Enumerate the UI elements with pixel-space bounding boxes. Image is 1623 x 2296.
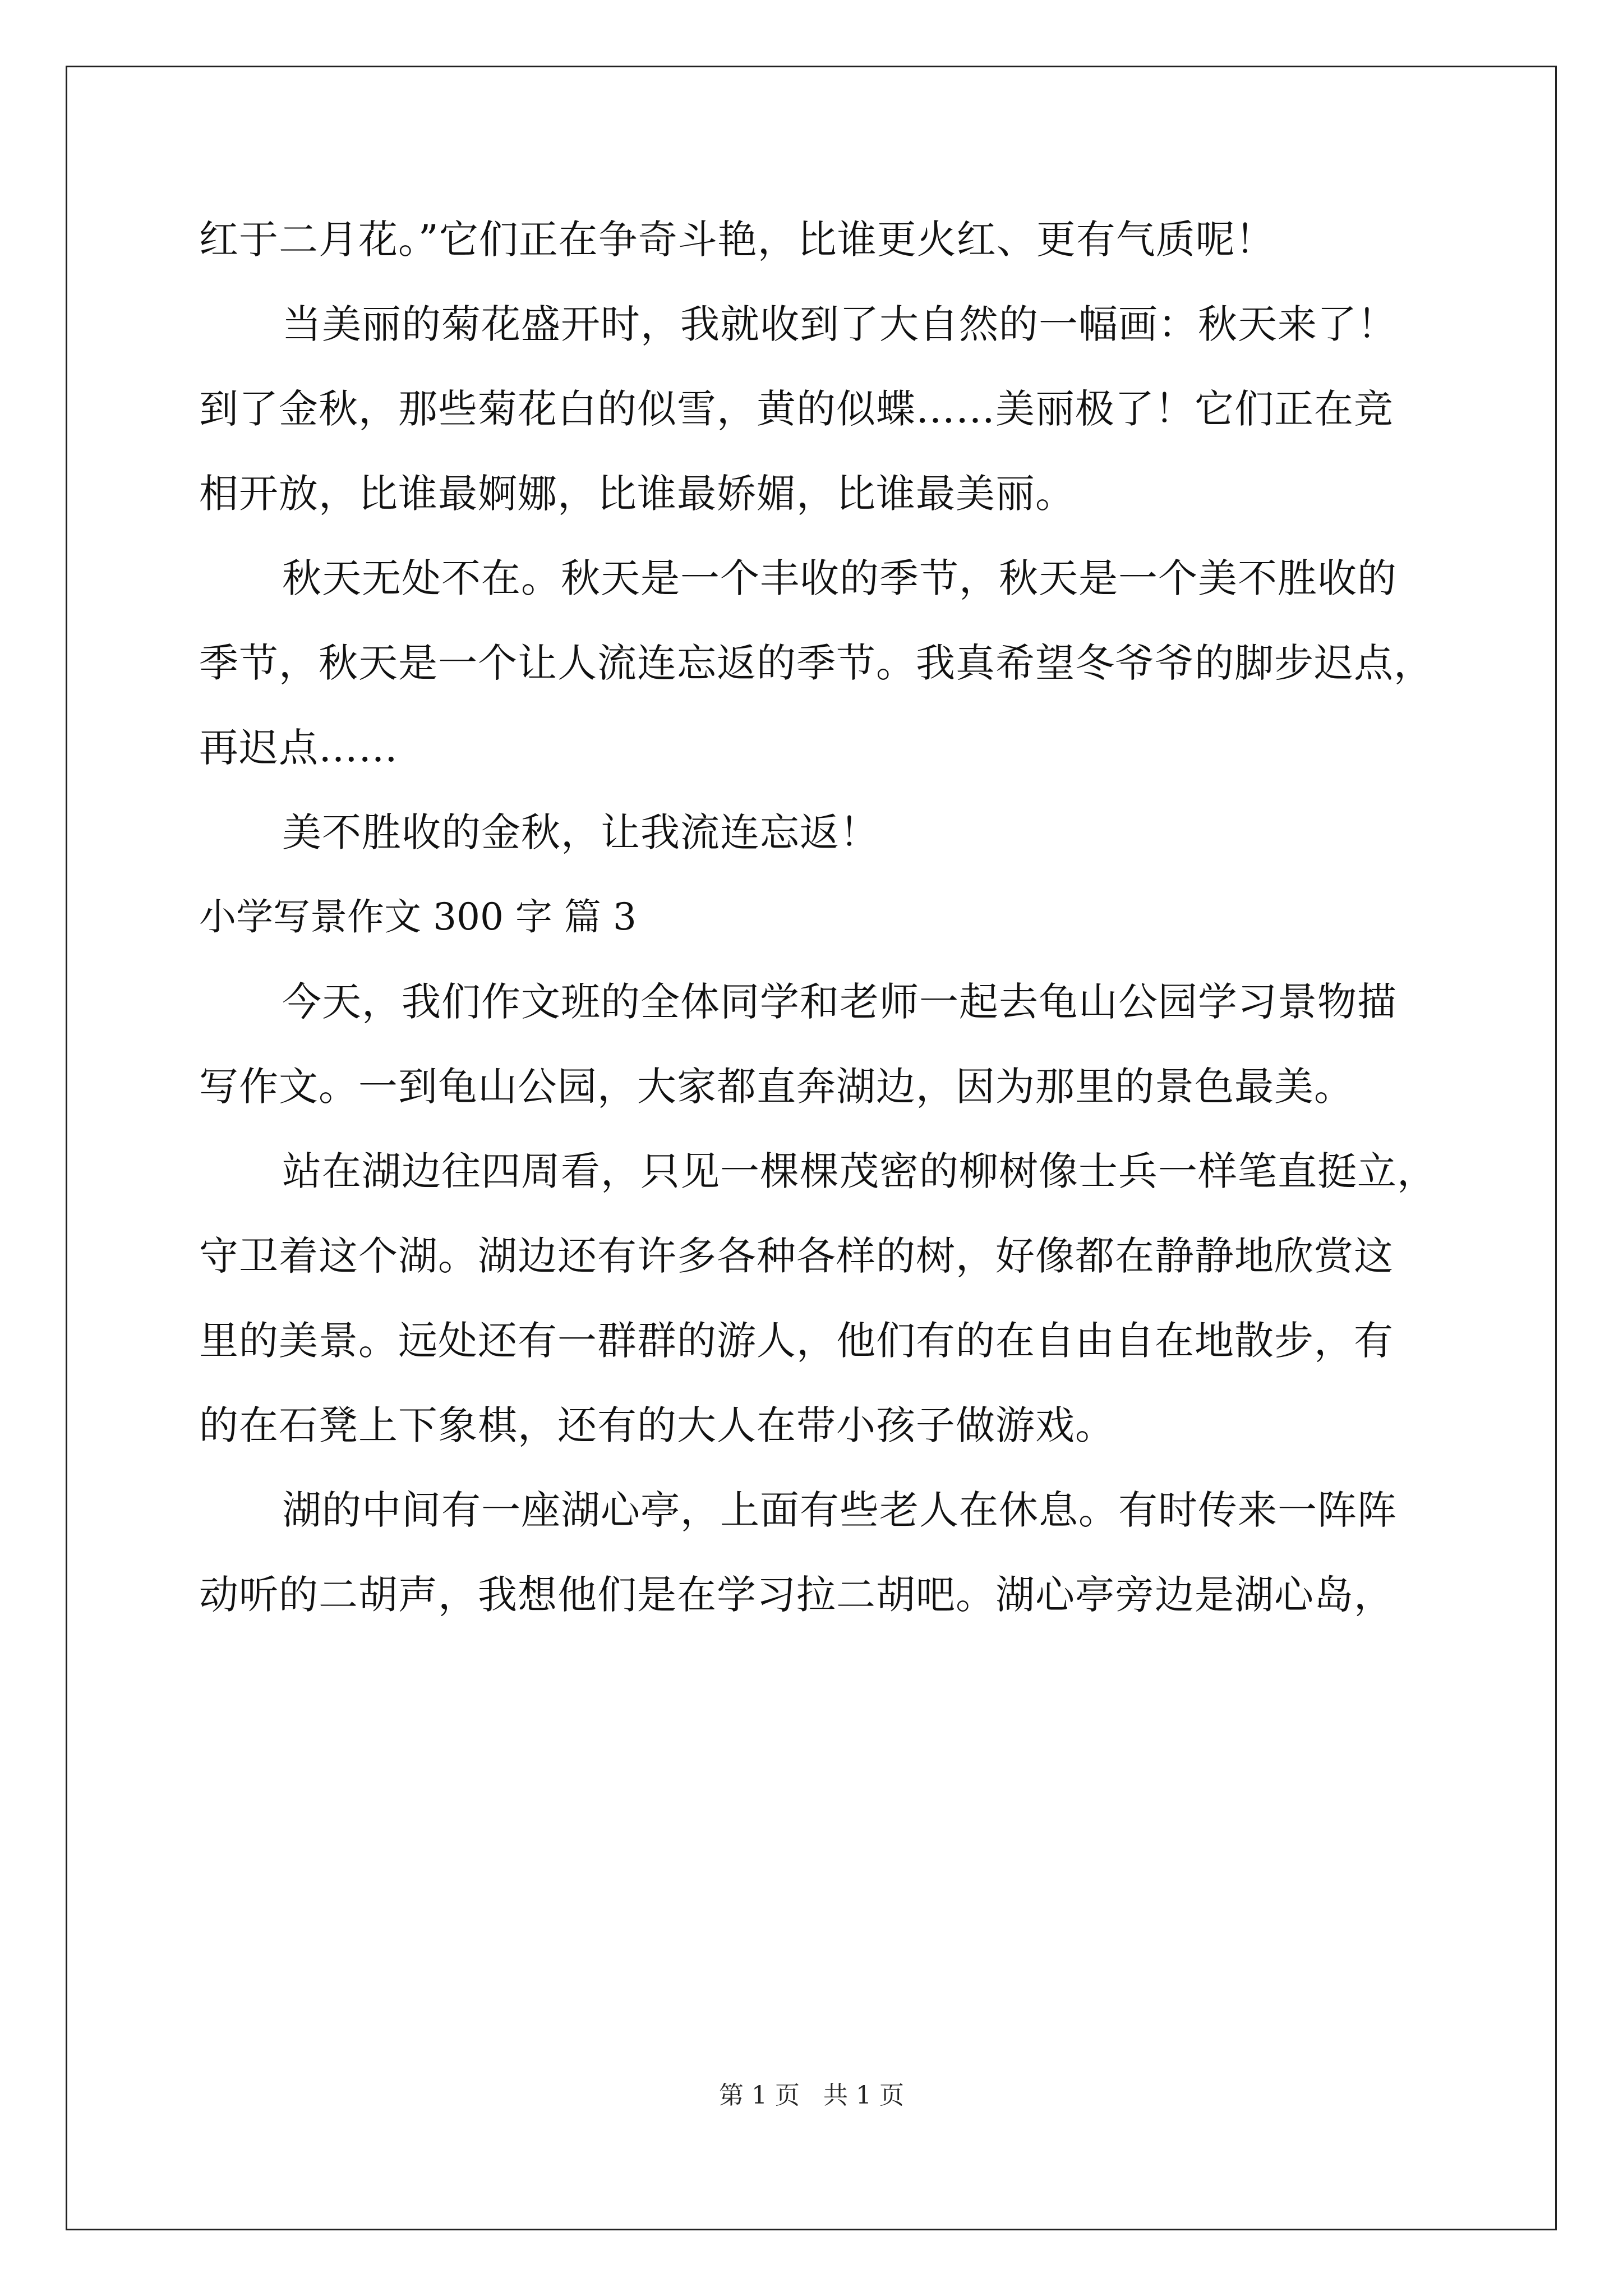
- text-line: 季节，秋天是一个让人流连忘返的季节。我真希望冬爷爷的脚步迟点，: [199, 640, 1433, 686]
- text-line: 红于二月花。”它们正在争奇斗艳，比谁更火红、更有气质呢！: [199, 217, 1275, 263]
- text-line: 相开放，比谁最婀娜，比谁最娇媚，比谁最美丽。: [199, 471, 1075, 517]
- text-line: 今天，我们作文班的全体同学和老师一起去龟山公园学习景物描: [282, 979, 1397, 1025]
- text-line: 动听的二胡声，我想他们是在学习拉二胡吧。湖心亭旁边是湖心岛，: [199, 1572, 1394, 1618]
- text-line: 写作文。一到龟山公园，大家都直奔湖边，因为那里的景色最美。: [199, 1064, 1354, 1110]
- text-line: 站在湖边往四周看，只见一棵棵茂密的柳树像士兵一样笔直挺立，: [282, 1148, 1437, 1194]
- text-line: 湖的中间有一座湖心亭，上面有些老人在休息。有时传来一阵阵: [282, 1487, 1397, 1533]
- section-heading: 小学写景作文 300 字 篇 3: [199, 895, 637, 938]
- text-line: 到了金秋，那些菊花白的似雪，黄的似蝶……美丽极了！它们正在竞: [199, 386, 1394, 432]
- text-line: 的在石凳上下象棋，还有的大人在带小孩子做游戏。: [199, 1402, 1115, 1448]
- text-line: 里的美景。远处还有一群群的游人，他们有的在自由自在地散步，有: [199, 1318, 1394, 1364]
- page-number: 第 1 页: [719, 2081, 800, 2110]
- page-total: 共 1 页: [823, 2081, 904, 2110]
- text-line: 美不胜收的金秋，让我流连忘返！: [282, 809, 879, 855]
- text-line: 当美丽的菊花盛开时，我就收到了大自然的一幅画：秋天来了！: [282, 301, 1397, 347]
- text-line: 再迟点……: [199, 725, 398, 771]
- text-line: 守卫着这个湖。湖边还有许多各种各样的树，好像都在静静地欣赏这: [199, 1233, 1394, 1279]
- text-line: 秋天无处不在。秋天是一个丰收的季节，秋天是一个美不胜收的: [282, 555, 1397, 601]
- page-footer: [0, 2079, 1623, 2113]
